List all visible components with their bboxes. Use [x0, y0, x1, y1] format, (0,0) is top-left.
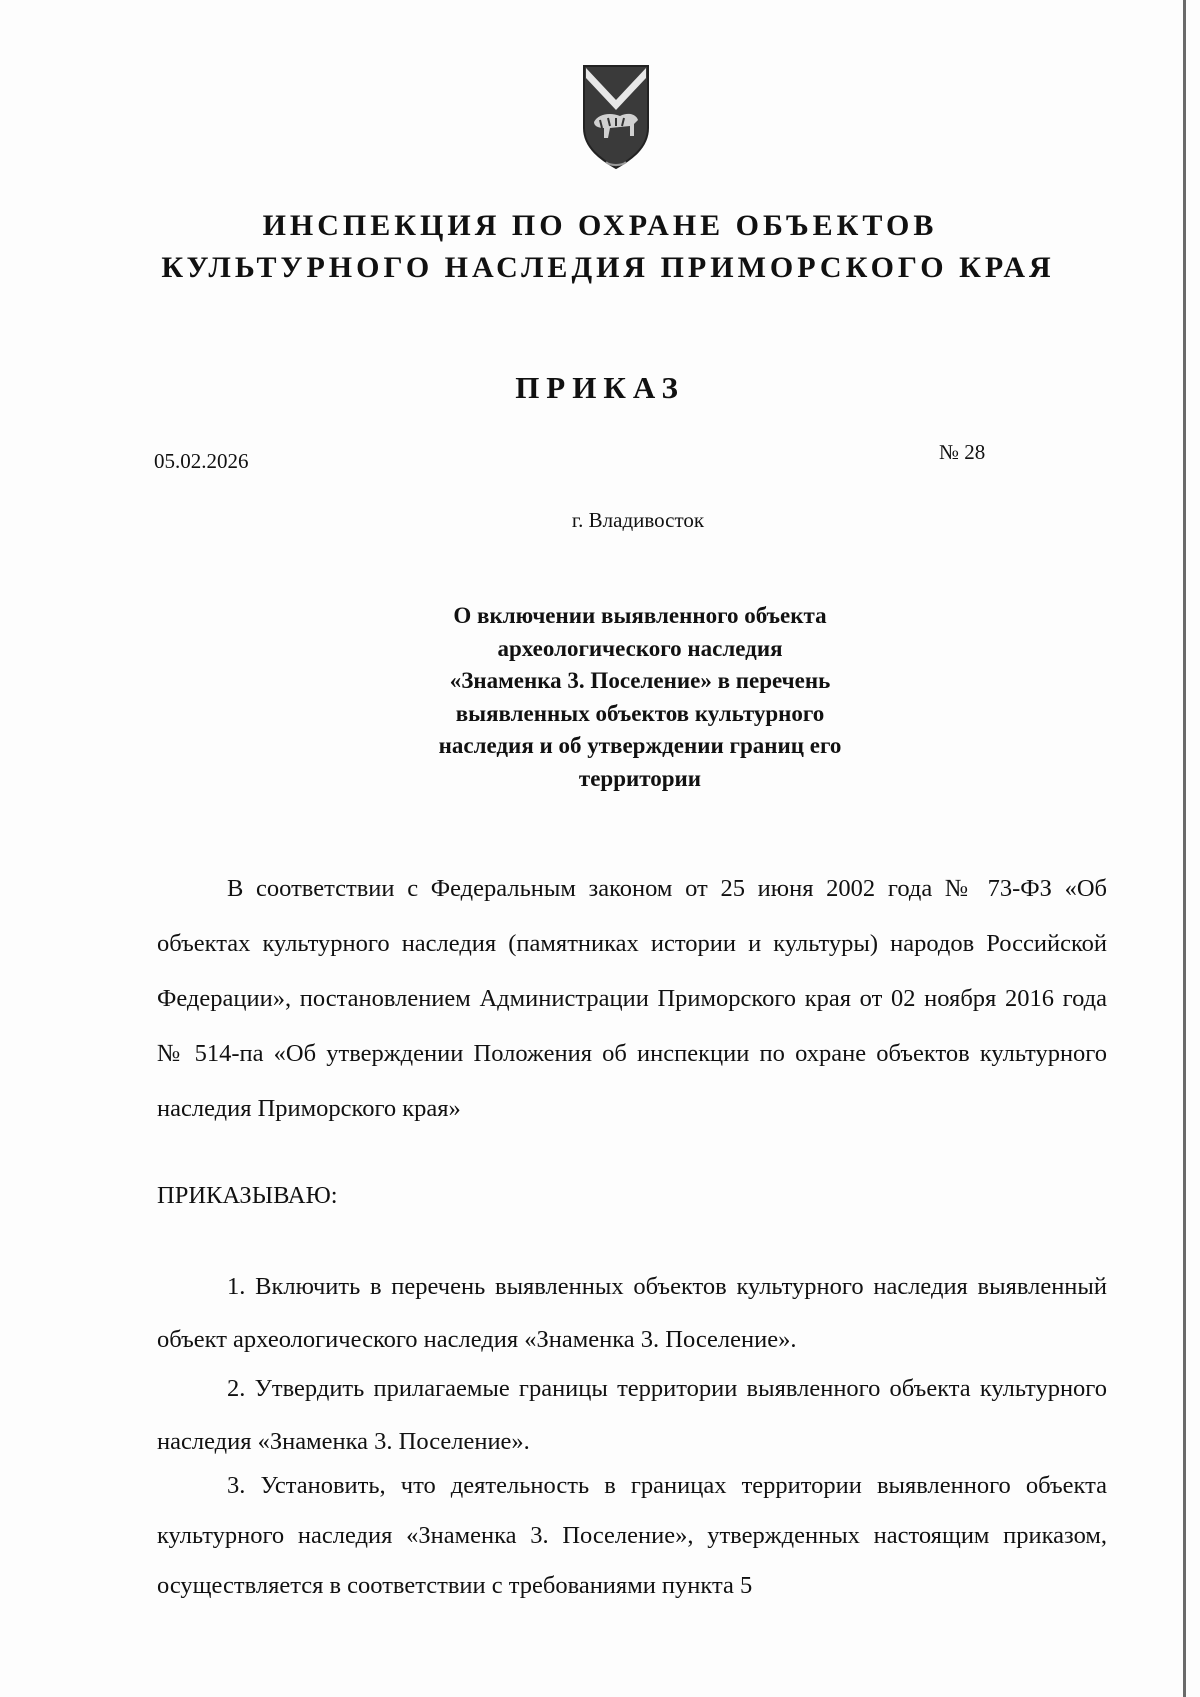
order-item-3: 3. Установить, что деятельность в границах территории выявленного объекта культурного наследия «Знаменка 3. Поселение», утвержденных настоящим приказом, осуществляется в соответствии с требованиями пункта 5 [157, 1472, 1107, 1599]
order-item-2: 2. Утвердить прилагаемые границы территории выявленного объекта культурного наследия «Знаменка 3. Поселение». [157, 1375, 1107, 1455]
organization-name-line-1: ИНСПЕКЦИЯ ПО ОХРАНЕ ОБЪЕКТОВ [262, 209, 938, 242]
document-date: 05.02.2026 [154, 449, 249, 473]
title-line: О включении выявленного объекта [453, 603, 827, 628]
order-word: ПРИКАЗЫВАЮ: [157, 1182, 338, 1209]
organization-name-line-2: КУЛЬТУРНОГО НАСЛЕДИЯ ПРИМОРСКОГО КРАЯ [161, 251, 1055, 284]
document-type: ПРИКАЗ [515, 370, 685, 405]
title-line: выявленных объектов культурного [455, 700, 825, 726]
title-line: наследия и об утверждении границ его [438, 733, 842, 758]
document-number: № 28 [939, 440, 986, 464]
preamble-paragraph: В соответствии с Федеральным законом от 25 июня 2002 года № 73-ФЗ «Об объектах культурного наследия (памятниках истории и культуры) народов Российской Федерации», постановлением Администрации Приморского края от 02 ноября 2016 года № 514-па «Об утверждении Положения об инспекции по охране объектов культурного наследия Приморского края» [157, 875, 1107, 1122]
order-item-1: 1. Включить в перечень выявленных объектов культурного наследия выявленный объект археологического наследия «Знаменка 3. Поселение». [157, 1273, 1107, 1353]
document-title [380, 600, 900, 795]
document-city: г. Владивосток [571, 508, 705, 532]
title-line: археологического наследия [497, 635, 783, 661]
title-line: «Знаменка 3. Поселение» в перечень [449, 668, 831, 693]
title-line: территории [578, 765, 702, 791]
coat-of-arms-icon [580, 62, 652, 172]
